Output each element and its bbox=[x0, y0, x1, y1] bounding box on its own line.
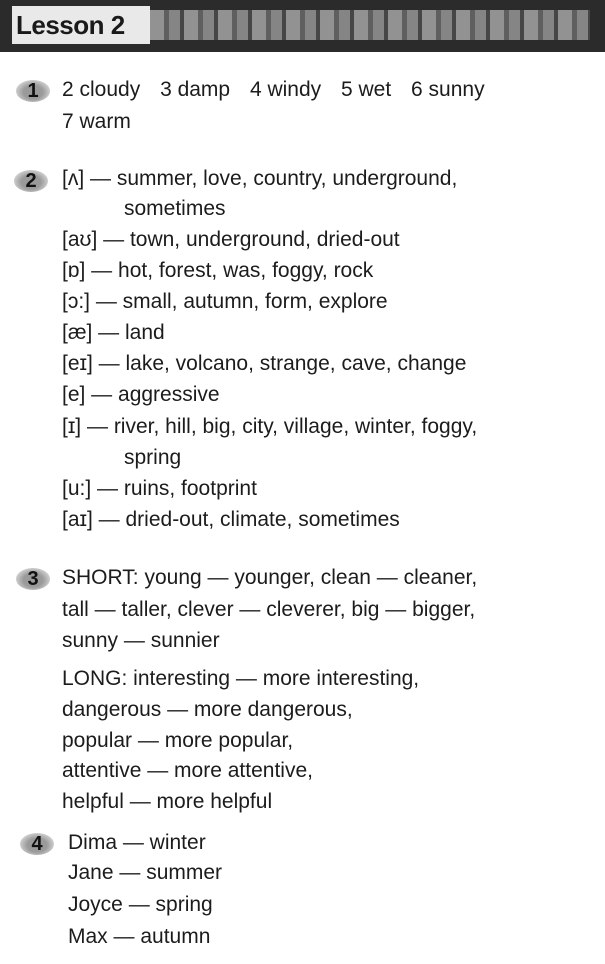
exercise-1-row-2: 7 warm bbox=[62, 110, 131, 133]
phonetic-line: spring bbox=[124, 446, 182, 469]
phonetic-line: [aɪ] — dried-out, climate, sometimes bbox=[62, 508, 400, 531]
season-answer-line: Jane — summer bbox=[68, 861, 223, 884]
answer-item: 4 windy bbox=[249, 78, 322, 101]
season-answer-line: Max — autumn bbox=[68, 925, 211, 948]
lesson-title: Lesson 2 bbox=[12, 6, 150, 44]
comparative-line: dangerous — more dangerous, bbox=[62, 698, 353, 721]
phonetic-line: [ɒ] — hot, forest, was, foggy, rock bbox=[62, 259, 374, 282]
phonetic-line: [æ] — land bbox=[62, 321, 165, 344]
comparative-line: attentive — more attentive, bbox=[62, 759, 313, 782]
exercise-number-badge: 2 bbox=[14, 170, 48, 192]
exercise-number-badge: 3 bbox=[16, 568, 50, 590]
comparative-line: SHORT: young — younger, clean — cleaner, bbox=[62, 566, 478, 589]
exercise-1-row-1 bbox=[62, 76, 485, 104]
season-answer-line: Dima — winter bbox=[68, 831, 206, 854]
phonetic-line: sometimes bbox=[124, 197, 226, 220]
comparative-line: popular — more popular, bbox=[62, 729, 294, 752]
answer-item: 2 cloudy bbox=[62, 78, 141, 101]
season-answer-line: Joyce — spring bbox=[68, 893, 213, 916]
phonetic-line: [ɔ:] — small, autumn, form, explore bbox=[62, 290, 388, 313]
phonetic-line: [ʌ] — summer, love, country, underground, bbox=[62, 167, 458, 190]
phonetic-line: [e] — aggressive bbox=[62, 383, 220, 406]
comparative-line: sunny — sunnier bbox=[62, 629, 220, 652]
phonetic-line: [u:] — ruins, footprint bbox=[62, 477, 257, 500]
lesson-header bbox=[0, 0, 605, 52]
answer-item: 6 sunny bbox=[411, 78, 485, 101]
header-decoration bbox=[150, 10, 590, 40]
phonetic-line: [aʊ] — town, underground, dried-out bbox=[62, 228, 400, 251]
exercise-number-badge: 1 bbox=[16, 80, 50, 102]
phonetic-line: [ɪ] — river, hill, big, city, village, winter, foggy, bbox=[62, 415, 478, 438]
comparative-line: tall — taller, clever — cleverer, big — bigger, bbox=[62, 598, 476, 621]
phonetic-line: [eɪ] — lake, volcano, strange, cave, change bbox=[62, 352, 467, 375]
exercise-number-badge: 4 bbox=[20, 833, 54, 855]
comparative-line: LONG: interesting — more interesting, bbox=[62, 667, 420, 690]
comparative-line: helpful — more helpful bbox=[62, 790, 273, 813]
answer-item: 3 damp bbox=[160, 78, 231, 101]
answer-item: 5 wet bbox=[341, 78, 392, 101]
